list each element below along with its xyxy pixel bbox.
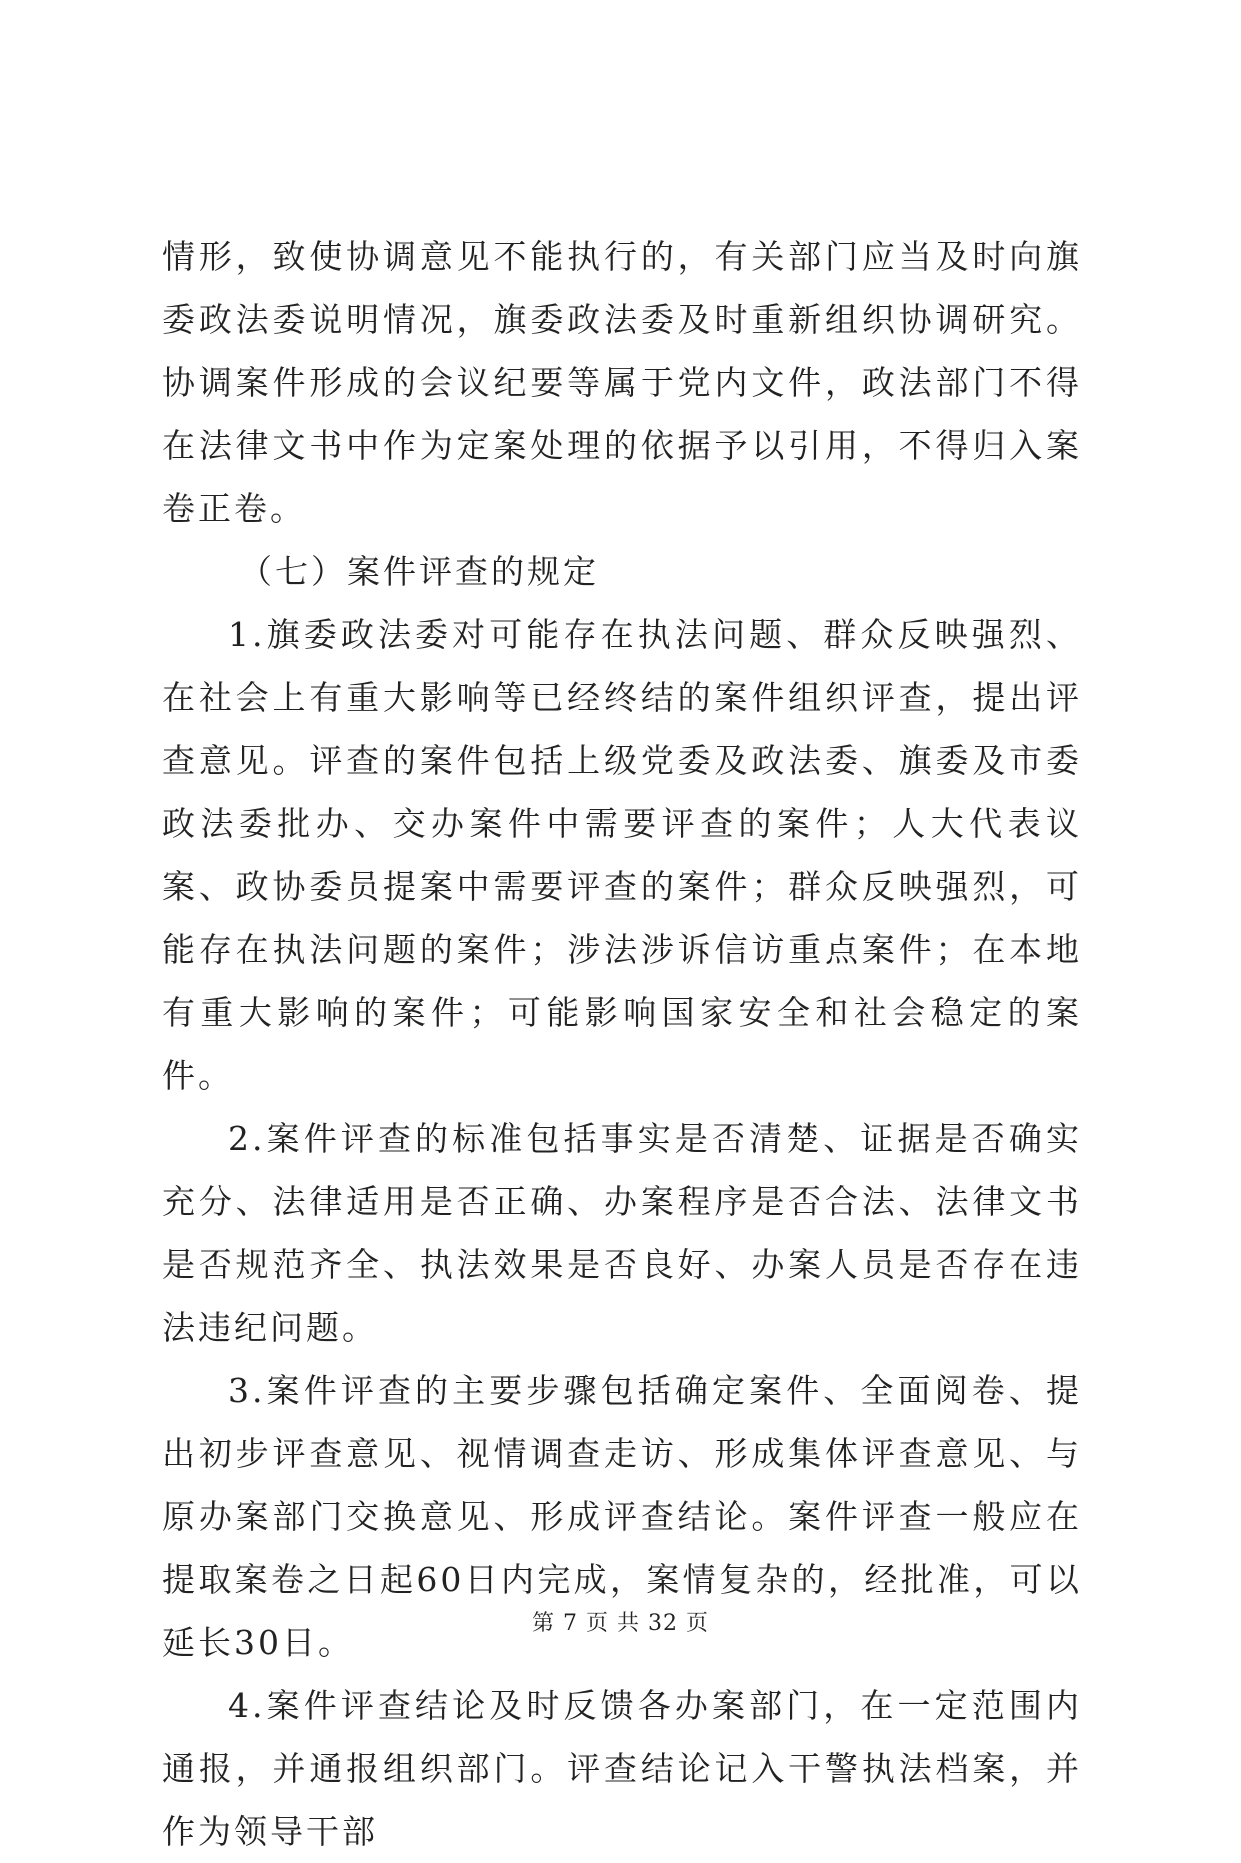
paragraph-item-1: 1.旗委政法委对可能存在执法问题、群众反映强烈、在社会上有重大影响等已经终结的案件组织评查，提出评查意见。评查的案件包括上级党委及政法委、旗委及市委政法委批办、交办案件中需要评查的案件；人大代表议案、政协委员提案中需要评查的案件；群众反映强烈，可能存在执法问题的案件；涉法涉诉信访重点案件；在本地有重大影响的案件；可能影响国家安全和社会稳定的案件。 — [162, 615, 1082, 1095]
paragraph-continuation: 情形，致使协调意见不能执行的，有关部门应当及时向旗委政法委说明情况，旗委政法委及时重新组织协调研究。协调案件形成的会议纪要等属于党内文件，政法部门不得在法律文书中作为定案处理的依据予以引用，不得归入案卷正卷。 — [162, 237, 1082, 528]
page-number-label: 第 7 页 共 32 页 — [532, 1611, 709, 1636]
page-footer — [0, 1606, 1241, 1637]
paragraph-item-4: 4.案件评查结论及时反馈各办案部门，在一定范围内通报，并通报组织部门。评查结论记入干警执法档案，并作为领导干部 — [162, 1686, 1082, 1851]
paragraph-item-2: 2.案件评查的标准包括事实是否清楚、证据是否确实充分、法律适用是否正确、办案程序是否合法、法律文书是否规范齐全、执法效果是否良好、办案人员是否存在违法违纪问题。 — [162, 1119, 1082, 1347]
paragraph-item-3: 3.案件评查的主要步骤包括确定案件、全面阅卷、提出初步评查意见、视情调查走访、形成集体评查意见、与原办案部门交换意见、形成评查结论。案件评查一般应在提取案卷之日起60日内完成，案情复杂的，经批准，可以延长30日。 — [162, 1371, 1082, 1662]
section-heading: （七）案件评查的规定 — [239, 552, 599, 591]
